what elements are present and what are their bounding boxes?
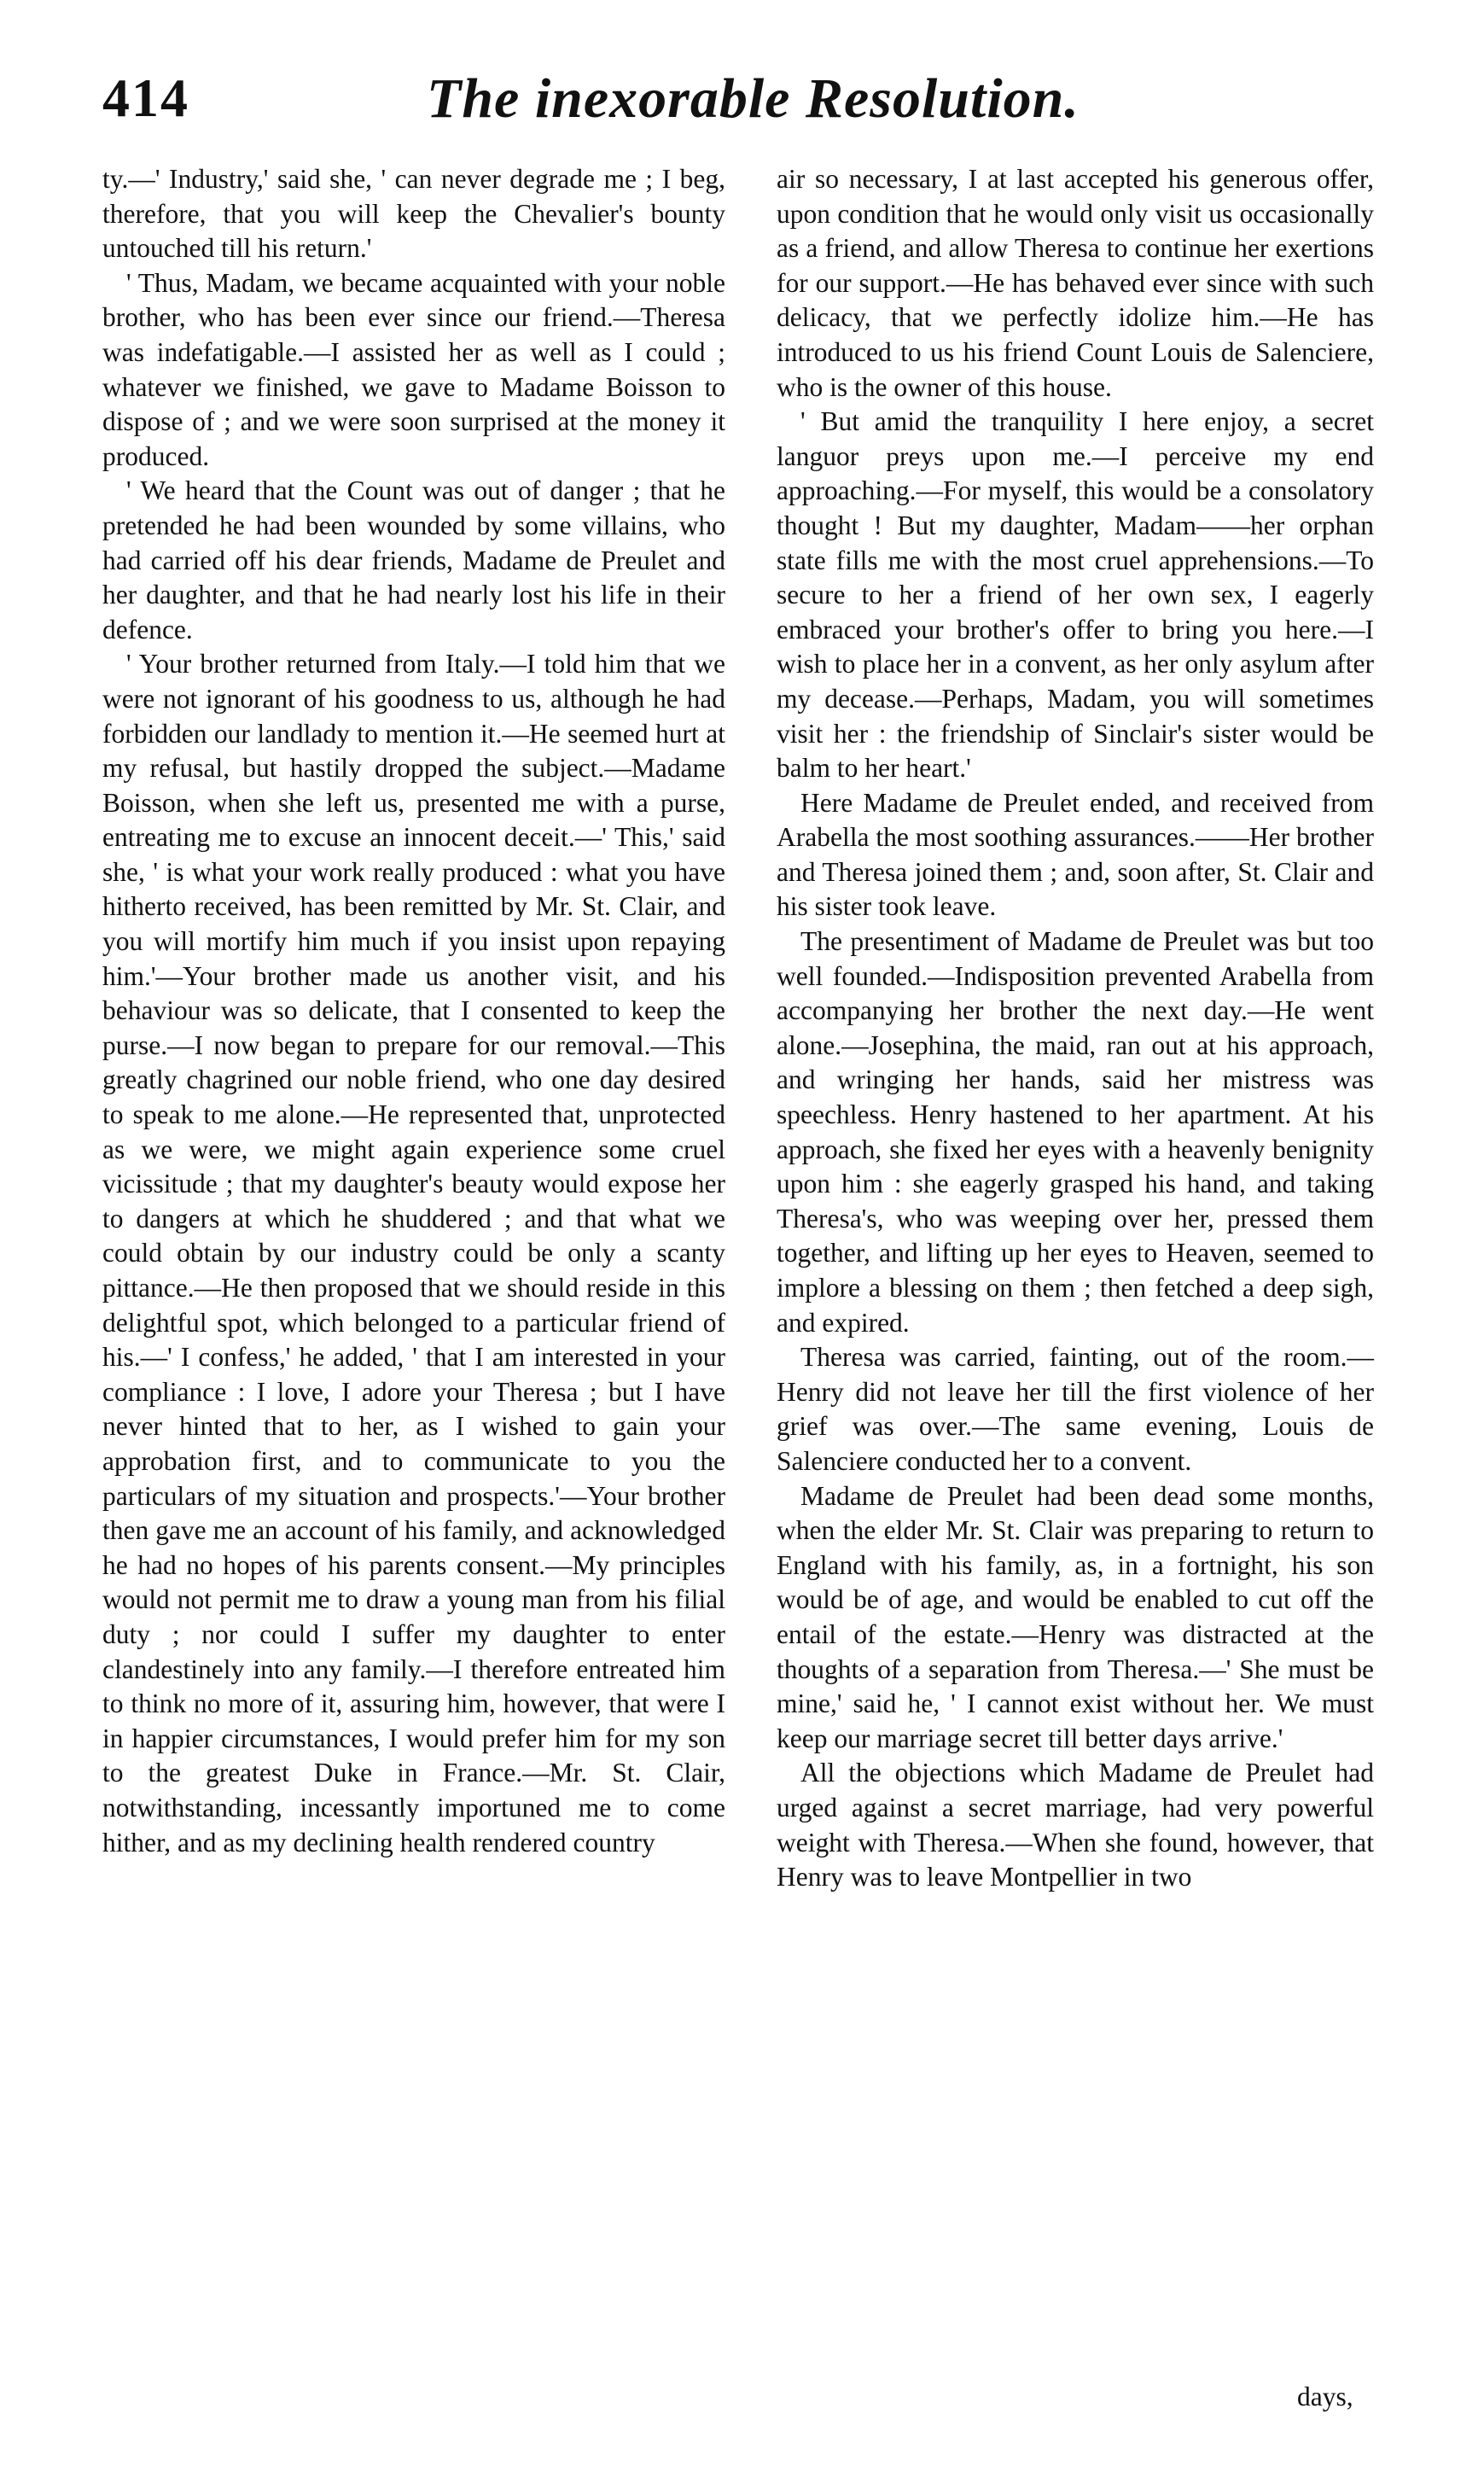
right-column [777, 162, 1374, 1895]
paragraph: The presentiment of Madame de Preulet was but too well founded.—Indisposition prevented Arabella from accompanying her brother the next day.—He went alone.—Josephina, the maid, ran out at his approach, and wringing her hands, said her mistress was speechless. Henry hastened to her apartment. At his approach, she fixed her eyes with a heavenly benignity upon him : she eagerly grasped his hand, and taking Theresa's, who was weeping over her, pressed them together, and lifting up her eyes to Heaven, seemed to implore a blessing on them ; then fetched a deep sigh, and expired. [777, 926, 1374, 1338]
page-number: 414 [102, 67, 189, 128]
running-title: The inexorable Resolution. [427, 67, 1080, 130]
paragraph: ' Thus, Madam, we became acquainted with your noble brother, who has been ever since our friend.—Theresa was indefatigable.—I assisted her as well as I could ; whatever we finished, we gave to Madame Boisson to dispose of ; and we were soon surprised at the money it produced. [102, 267, 725, 471]
left-column [102, 162, 725, 1860]
paragraph: Theresa was carried, fainting, out of the room.—Henry did not leave her till the first violence of her grief was over.—The same evening, Louis de Salenciere conducted her to a convent. [777, 1342, 1374, 1476]
paragraph: ' Your brother returned from Italy.—I told him that we were not ignorant of his goodness to us, although he had forbidden our landlady to mention it.—He seemed hurt at my refusal, but hastily dropped the subject.—Madame Boisson, when she left us, presented me with a purse, entreating me to excuse an innocent deceit.—' This,' said she, ' is what your work really produced : what you have hitherto received, has been remitted by Mr. St. Clair, and you will mortify him much if you insist upon repaying him.'—Your brother made us another visit, and his behaviour was so delicate, that I consented to keep the purse.—I now began to prepare for our removal.—This greatly chagrined our noble friend, who one day desired to speak to me alone.—He represented that, unprotected as we were, we might again experience some cruel vicissitude ; that my daughter's beauty would expose her to dangers at which he shuddered ; and that what we could obtain by our industry could be only a scanty pittance.—He then proposed that we should reside in this delightful spot, which belonged to a particular friend of his.—' I confess,' he added, ' that I am interested in your compliance : I love, I adore your Theresa ; but I have never hinted that to her, as I wished to gain your approbation first, and to communicate to you the particulars of my situation and prospects.'—Your brother then gave me an account of his family, and acknowledged he had no hopes of his parents consent.—My principles would not permit me to draw a young man from his filial duty ; nor could I suffer my daughter to enter clandestinely into any family.—I therefore entreated him to think no more of it, assuring him, however, that were I in happier circumstances, I would prefer him for my son to the greatest Duke in France.—Mr. St. Clair, notwithstanding, incessantly importuned me to come hither, and as my declining health rendered country [102, 649, 725, 1858]
paragraph: air so necessary, I at last accepted his generous offer, upon condition that he would only visit us occasionally as a friend, and allow Theresa to continue her exertions for our support.—He has behaved ever since with such delicacy, that we perfectly idolize him.—He has introduced to us his friend Count Louis de Salenciere, who is the owner of this house. [777, 164, 1374, 402]
paragraph: ' But amid the tranquility I here enjoy, a secret languor preys upon me.—I perceive my end approaching.—For myself, this would be a consolatory thought ! But my daughter, Madam——her orphan state fills me with the most cruel apprehensions.—To secure to her a friend of her own sex, I eagerly embraced your brother's offer to bring you here.—I wish to place her in a convent, as her only asylum after my decease.—Perhaps, Madam, you will sometimes visit her : the friendship of Sinclair's sister would be balm to her heart.' [777, 406, 1374, 784]
paragraph: Here Madame de Preulet ended, and received from Arabella the most soothing assurances.——Her brother and Theresa joined them ; and, soon after, St. Clair and his sister took leave. [777, 787, 1374, 922]
page-header [102, 67, 1400, 143]
paragraph: ty.—' Industry,' said she, ' can never degrade me ; I beg, therefore, that you will keep the Chevalier's bounty untouched till his return.' [102, 164, 725, 264]
column-divider [742, 171, 743, 2407]
catchword: days, [1297, 2382, 1353, 2412]
paragraph: ' We heard that the Count was out of danger ; that he pretended he had been wounded by some villains, who had carried off his dear friends, Madame de Preulet and her daughter, and that he had nearly lost his life in their defence. [102, 475, 725, 644]
paragraph: Madame de Preulet had been dead some months, when the elder Mr. St. Clair was preparing to return to England with his family, as, in a fortnight, his son would be of age, and would be enabled to cut off the entail of the estate.—Henry was distracted at the thoughts of a separation from Theresa.—' She must be mine,' said he, ' I cannot exist without her. We must keep our marriage secret till better days arrive.' [777, 1480, 1374, 1753]
paragraph: All the objections which Madame de Preulet had urged against a secret marriage, had very powerful weight with Theresa.—When she found, however, that Henry was to leave Montpellier in two [777, 1758, 1374, 1893]
